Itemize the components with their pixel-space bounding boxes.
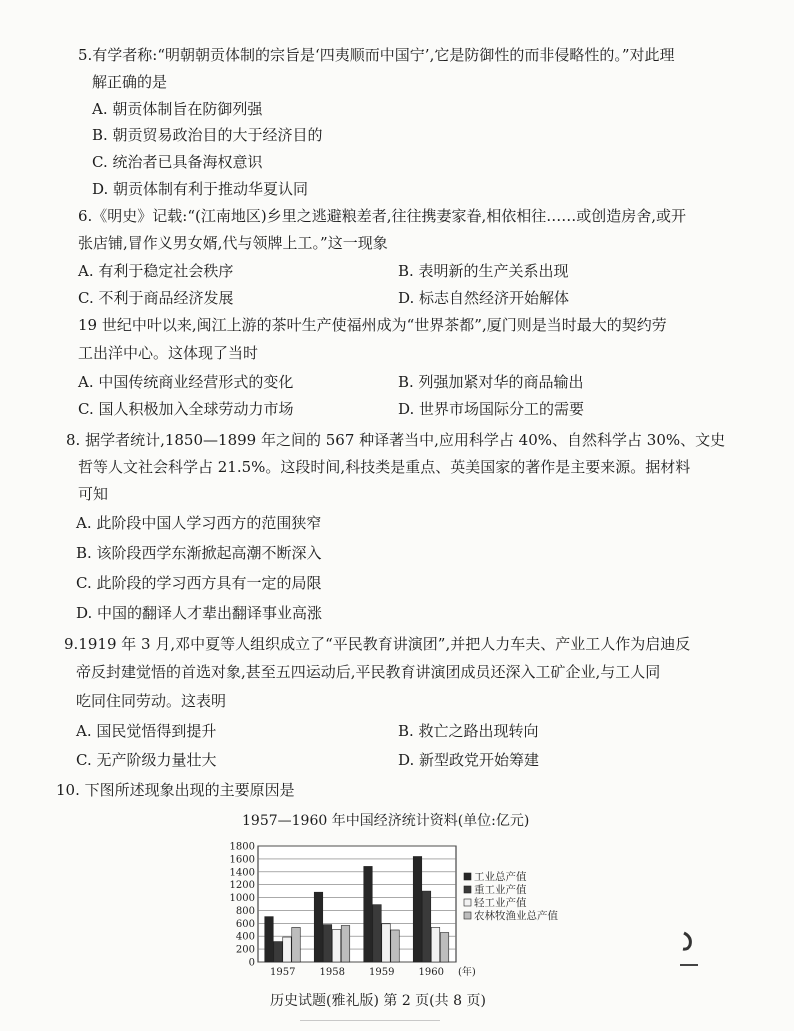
scan-dash-mark <box>680 964 698 966</box>
chart-title: 1957—1960 年中国经济统计资料(单位:亿元) <box>242 813 530 829</box>
bar <box>274 942 283 962</box>
q6-stem-line-2: 张店铺,冒作义男女婿,代与领牌上工。”这一现象 <box>78 234 388 252</box>
legend-label: 农林牧渔业总产值 <box>474 910 558 922</box>
q8-stem-line-1: 8. 据学者统计,1850—1899 年之间的 567 种译著当中,应用科学占 40%、自然科学占 30%、文史 <box>66 431 726 449</box>
q8-option-a: A. 此阶段中国人学习西方的范围狭窄 <box>76 514 322 532</box>
q8-stem-line-2: 哲等人文社会科学占 21.5%。这段时间,科技类是重点、英美国家的著作是主要来源。据材料 <box>78 458 691 476</box>
q6-option-d: D. 标志自然经济开始解体 <box>398 289 570 307</box>
legend-swatch <box>464 912 471 919</box>
y-tick-label: 600 <box>235 918 255 930</box>
y-tick-label: 400 <box>235 931 255 943</box>
q9-option-c: C. 无产阶级力量壮大 <box>76 751 217 769</box>
y-tick-label: 1800 <box>229 841 255 853</box>
q8-stem-line-3: 可知 <box>78 485 109 503</box>
bar <box>265 917 274 962</box>
q7-option-a: A. 中国传统商业经营形式的变化 <box>78 373 294 391</box>
bar <box>292 927 301 962</box>
q7-option-d: D. 世界市场国际分工的需要 <box>398 400 585 418</box>
bar <box>364 866 373 962</box>
q7-option-b: B. 列强加紧对华的商品输出 <box>398 373 584 391</box>
q5-option-a: A. 朝贡体制旨在防御列强 <box>92 100 263 118</box>
y-tick-label: 200 <box>235 944 255 956</box>
y-tick-label: 0 <box>248 957 255 969</box>
bar <box>341 926 350 962</box>
q6-option-b: B. 表明新的生产关系出现 <box>398 262 569 280</box>
q5-option-c: C. 统治者已具备海权意识 <box>92 153 263 171</box>
x-tick-label: 1960 <box>418 967 444 978</box>
legend-label: 轻工业产值 <box>474 897 527 909</box>
q7-option-c: C. 国人积极加入全球劳动力市场 <box>78 400 294 418</box>
q7-stem-line-1: 19 世纪中叶以来,闽江上游的茶叶生产使福州成为“世界茶都”,厦门则是当时最大的契约劳 <box>78 316 667 334</box>
y-tick-label: 800 <box>235 905 255 917</box>
q8-option-d: D. 中国的翻译人才辈出翻译事业高涨 <box>76 604 323 622</box>
q8-option-c: C. 此阶段的学习西方具有一定的局限 <box>76 574 322 592</box>
legend-label: 工业总产值 <box>474 871 527 883</box>
bar <box>332 930 341 962</box>
legend-label: 重工业产值 <box>474 884 527 896</box>
q9-stem-line-1: 9.1919 年 3 月,邓中夏等人组织成立了“平民教育讲演团”,并把人力车夫、产业工人作为启迪反 <box>64 635 691 653</box>
q6-option-c: C. 不利于商品经济发展 <box>78 289 234 307</box>
q5-option-d: D. 朝贡体制有利于推动华夏认同 <box>92 180 309 198</box>
q7-stem-line-2: 工出洋中心。这体现了当时 <box>78 344 259 362</box>
q9-stem-line-3: 吃同住同劳动。这表明 <box>76 692 227 710</box>
y-tick-label: 1000 <box>229 893 255 905</box>
legend-swatch <box>464 899 471 906</box>
bar <box>323 925 332 962</box>
bar <box>440 933 449 962</box>
page-footer: 历史试题(雅礼版) 第 2 页(共 8 页) <box>270 993 486 1009</box>
q9-option-a: A. 国民觉悟得到提升 <box>76 722 217 740</box>
bar <box>422 891 431 962</box>
footer-rule <box>300 1020 440 1021</box>
bar <box>431 927 440 962</box>
bar <box>382 924 391 962</box>
economic-bar-chart <box>210 836 600 978</box>
x-tick-label: 1958 <box>319 967 345 978</box>
y-tick-label: 1600 <box>229 854 255 866</box>
x-tick-label: 1959 <box>369 967 395 978</box>
y-tick-label: 1200 <box>229 880 255 892</box>
bar <box>314 892 323 962</box>
q9-stem-line-2: 帝反封建觉悟的首选对象,甚至五四运动后,平民教育讲演团成员还深入工矿企业,与工人同 <box>76 663 661 681</box>
scan-mark-icon <box>675 928 701 954</box>
bar <box>391 930 400 962</box>
legend-swatch <box>464 873 471 880</box>
legend-swatch <box>464 886 471 893</box>
q6-stem-line-1: 6.《明史》记载:“(江南地区)乡里之逃避粮差者,往往携妻家眷,相依相往……或创造房舍,或开 <box>78 207 687 225</box>
bar <box>413 857 422 962</box>
q5-stem-line-2: 解正确的是 <box>92 73 168 91</box>
q9-option-d: D. 新型政党开始筹建 <box>398 751 540 769</box>
x-unit-label: (年) <box>458 967 476 978</box>
y-tick-label: 1400 <box>229 867 255 879</box>
q10-stem: 10. 下图所述现象出现的主要原因是 <box>56 781 295 799</box>
q5-option-b: B. 朝贡贸易政治目的大于经济目的 <box>92 126 323 144</box>
bar <box>283 937 292 962</box>
q9-option-b: B. 救亡之路出现转向 <box>398 722 539 740</box>
x-tick-label: 1957 <box>270 967 296 978</box>
q5-stem-line-1: 5.有学者称:“明朝朝贡体制的宗旨是‘四夷顺而中国宁’,它是防御性的而非侵略性的。”对此理 <box>78 46 675 64</box>
q8-option-b: B. 该阶段西学东渐掀起高潮不断深入 <box>76 544 322 562</box>
q6-option-a: A. 有利于稳定社会秩序 <box>78 262 234 280</box>
bar <box>373 905 382 962</box>
